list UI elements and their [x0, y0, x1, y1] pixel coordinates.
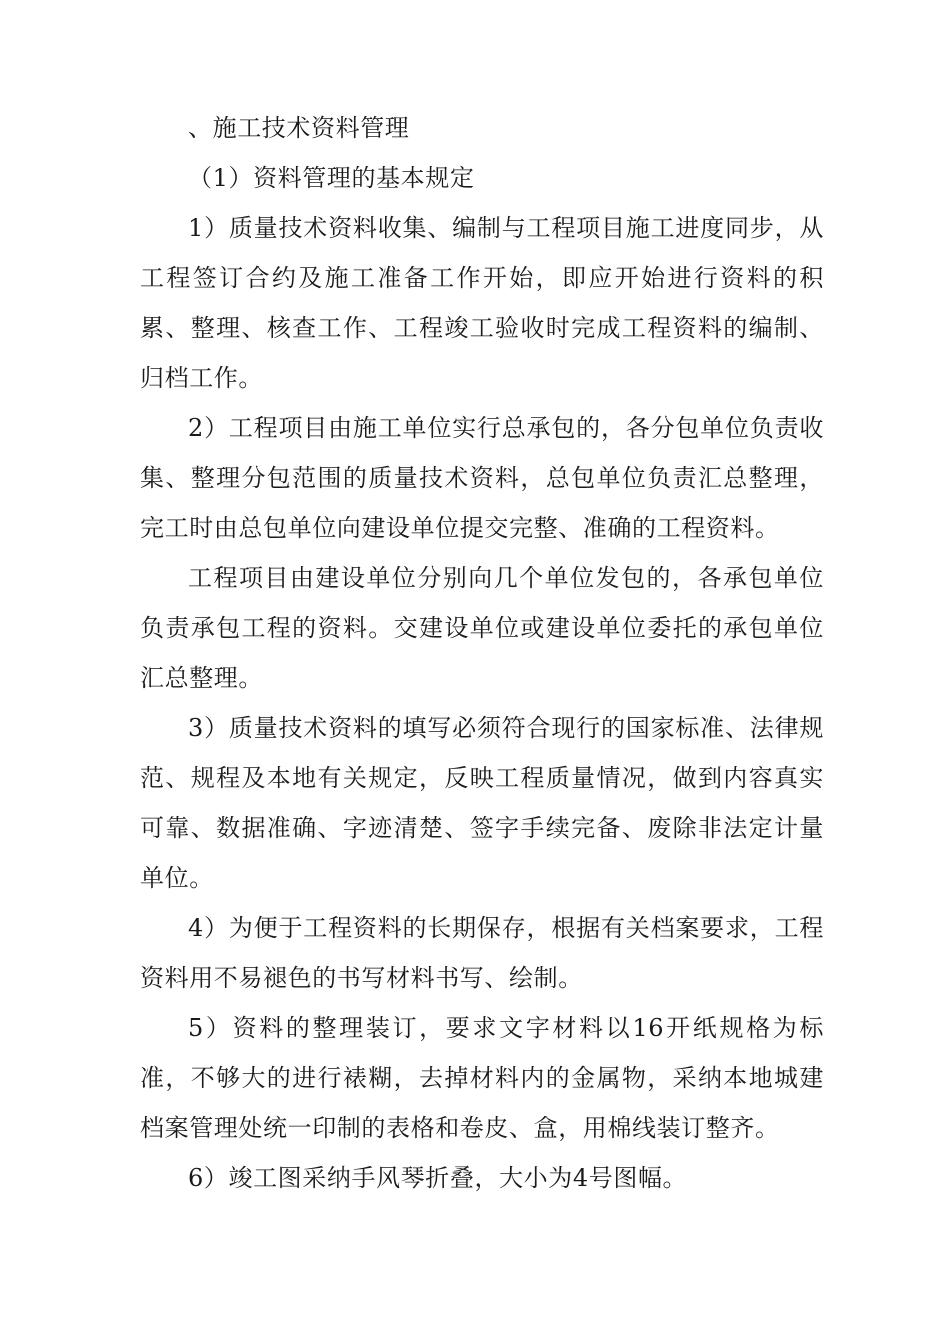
document-body	[140, 103, 824, 1203]
paragraph-4: 3）质量技术资料的填写必须符合现行的国家标准、法律规范、规程及本地有关规定，反映工程质量情况，做到内容真实可靠、数据准确、字迹清楚、签字手续完备、废除非法定计量单位。	[140, 714, 824, 892]
subsection-title: （1）资料管理的基本规定	[188, 164, 475, 192]
paragraph-3: 工程项目由建设单位分别向几个单位发包的，各承包单位负责承包工程的资料。交建设单位或建设单位委托的承包单位汇总整理。	[140, 564, 824, 692]
paragraph-1: 1）质量技术资料收集、编制与工程项目施工进度同步，从工程签订合约及施工准备工作开始，即应开始进行资料的积累、整理、核查工作、工程竣工验收时完成工程资料的编制、归档工作。	[140, 214, 824, 392]
paragraph-7: 6）竣工图采纳手风琴折叠，大小为4号图幅。	[188, 1164, 688, 1192]
paragraph-5: 4）为便于工程资料的长期保存，根据有关档案要求，工程资料用不易褪色的书写材料书写、绘制。	[140, 914, 824, 992]
section-title: 、施工技术资料管理	[188, 114, 410, 142]
paragraph-2: 2）工程项目由施工单位实行总承包的，各分包单位负责收集、整理分包范围的质量技术资料，总包单位负责汇总整理，完工时由总包单位向建设单位提交完整、准确的工程资料。	[140, 414, 824, 542]
paragraph-6: 5）资料的整理装订，要求文字材料以16开纸规格为标准，不够大的进行裱糊，去掉材料内的金属物，采纳本地城建档案管理处统一印制的表格和卷皮、盒，用棉线装订整齐。	[140, 1014, 824, 1142]
